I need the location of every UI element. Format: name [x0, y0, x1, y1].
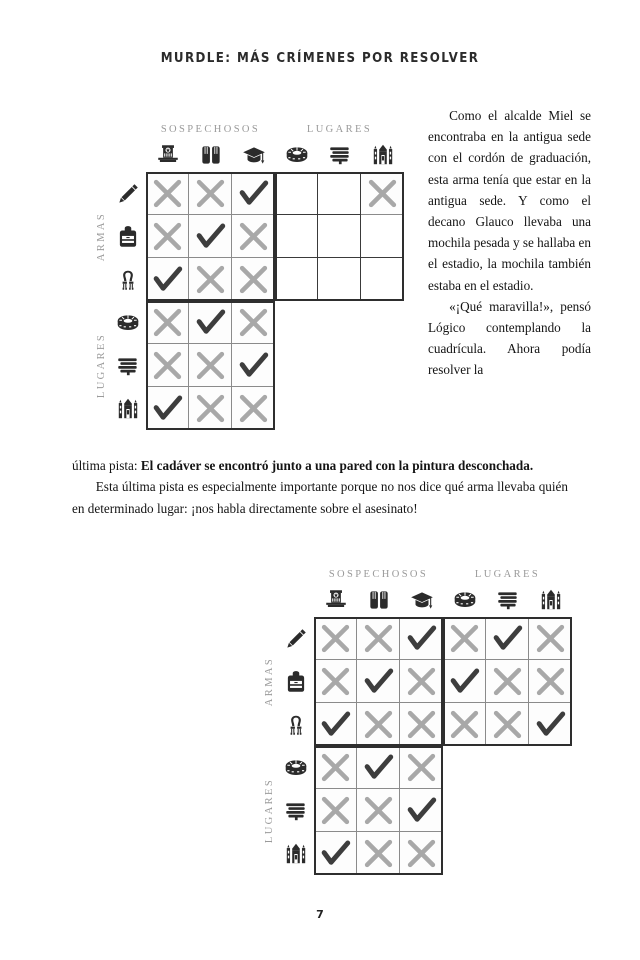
grid-cell[interactable] — [529, 617, 572, 660]
old-campus-icon — [115, 387, 141, 430]
grid-cell-empty-area — [318, 344, 361, 387]
grid-cell[interactable] — [486, 703, 529, 746]
logic-grid-bottom[interactable] — [256, 553, 572, 875]
grid-cell-empty-area — [361, 387, 404, 430]
grid-cell[interactable] — [318, 215, 361, 258]
grid-cell[interactable] — [443, 617, 486, 660]
grid-cell[interactable] — [400, 832, 443, 875]
stadium-icon — [283, 746, 309, 789]
page-number: 7 — [316, 908, 324, 921]
grid-cell[interactable] — [189, 301, 232, 344]
grid-cell[interactable] — [146, 215, 189, 258]
clue-lead-text: última pista: — [72, 458, 141, 473]
sidebar-narrative-text — [428, 105, 591, 381]
grid-cell[interactable] — [318, 258, 361, 301]
grid-cell[interactable] — [146, 258, 189, 301]
grid-cell-empty-area — [361, 344, 404, 387]
grid-cell-empty-area — [275, 344, 318, 387]
grid-cell-empty-area — [443, 832, 486, 875]
final-paragraph: Esta última pista es especialmente importante porque no nos dice qué arma llevaba quién en determinado lugar: ¡nos habla directamente sobre el asesinato! — [72, 479, 568, 516]
category-label-suspects-top: SOSPECHOSOS — [160, 124, 261, 135]
grid-cell[interactable] — [146, 387, 189, 430]
grid-cell[interactable] — [486, 617, 529, 660]
clue-bold-text: El cadáver se encontró junto a una pared con la pintura desconchada. — [140, 458, 534, 473]
grid-cell[interactable] — [232, 215, 275, 258]
grid-cell[interactable] — [314, 832, 357, 875]
grid-cell[interactable] — [189, 387, 232, 430]
grid-cell-empty-area — [318, 301, 361, 344]
category-label-weapons-side: ARMAS — [96, 211, 107, 262]
grid-cell-empty-area — [443, 746, 486, 789]
graduation-cap-icon — [232, 142, 275, 168]
top-hat-icon — [314, 587, 357, 613]
grid-cell[interactable] — [318, 172, 361, 215]
grid-cell[interactable] — [357, 789, 400, 832]
category-label-places-side: LUGARES — [264, 777, 275, 844]
mittens-icon — [189, 142, 232, 168]
grid-cells[interactable] — [146, 172, 404, 430]
backpack-icon — [115, 215, 141, 258]
category-label-suspects-top: SOSPECHOSOS — [328, 569, 429, 580]
mittens-icon — [357, 587, 400, 613]
grid-cell-empty-area — [529, 789, 572, 832]
grid-cell[interactable] — [443, 703, 486, 746]
grid-cell[interactable] — [400, 703, 443, 746]
category-label-places-top: LUGARES — [474, 569, 541, 580]
column-icon-header — [314, 587, 572, 613]
backpack-icon — [283, 660, 309, 703]
library-books-icon — [486, 587, 529, 613]
old-campus-icon — [361, 142, 404, 168]
category-label-places-top: LUGARES — [306, 124, 373, 135]
grid-cell[interactable] — [275, 258, 318, 301]
stadium-icon — [275, 142, 318, 168]
grid-cell[interactable] — [314, 617, 357, 660]
grid-cell[interactable] — [443, 660, 486, 703]
grid-cells[interactable] — [314, 617, 572, 875]
column-icon-header — [146, 142, 404, 168]
grid-cell[interactable] — [314, 660, 357, 703]
grid-cell[interactable] — [314, 789, 357, 832]
grid-cell[interactable] — [146, 301, 189, 344]
stadium-icon — [443, 587, 486, 613]
grid-cell[interactable] — [357, 617, 400, 660]
library-books-icon — [115, 344, 141, 387]
old-campus-icon — [283, 832, 309, 875]
row-icon-header — [283, 617, 309, 875]
grid-cell-empty-area — [486, 789, 529, 832]
grid-cell[interactable] — [357, 660, 400, 703]
grid-cell[interactable] — [189, 172, 232, 215]
narrative-paragraph-2: «¡Qué maravilla!», pensó Lógico contemplando la cuadrícula. Ahora podía resolver la — [428, 298, 591, 378]
grid-cell[interactable] — [232, 387, 275, 430]
grid-cell[interactable] — [232, 258, 275, 301]
grid-cell[interactable] — [529, 660, 572, 703]
grid-cell[interactable] — [146, 172, 189, 215]
narrative-paragraph-1: Como el alcalde Miel se encontraba en la antigua sede con el cordón de graduación, esta arma tenía que estar en la antigua sede. Y como el decano Glauco llevaba una mochila pesada y se hallaba en el estadio, la mochila también estaba en el estadio. — [428, 108, 591, 293]
grid-cell[interactable] — [275, 215, 318, 258]
pencil-icon — [115, 172, 141, 215]
grid-cell[interactable] — [314, 746, 357, 789]
grid-cell[interactable] — [486, 660, 529, 703]
grid-cell[interactable] — [361, 172, 404, 215]
top-hat-icon — [146, 142, 189, 168]
old-campus-icon — [529, 587, 572, 613]
clue-line — [72, 455, 568, 476]
library-books-icon — [283, 789, 309, 832]
grid-cell[interactable] — [146, 344, 189, 387]
grid-cell[interactable] — [232, 301, 275, 344]
grid-cell-empty-area — [443, 789, 486, 832]
grid-cell-empty-area — [529, 746, 572, 789]
body-text-block — [72, 455, 568, 519]
grid-cell[interactable] — [232, 344, 275, 387]
grid-cell[interactable] — [400, 746, 443, 789]
category-label-places-side: LUGARES — [96, 332, 107, 399]
grid-cell-empty-area — [486, 746, 529, 789]
grid-cell[interactable] — [189, 344, 232, 387]
grid-cell[interactable] — [400, 789, 443, 832]
graduation-cap-icon — [400, 587, 443, 613]
graduation-cord-icon — [115, 258, 141, 301]
grid-cell[interactable] — [357, 746, 400, 789]
grid-cell[interactable] — [361, 258, 404, 301]
grid-cell[interactable] — [400, 660, 443, 703]
grid-cell[interactable] — [275, 172, 318, 215]
logic-grid-top[interactable] — [88, 108, 404, 430]
grid-cell-empty-area — [318, 387, 361, 430]
grid-cell[interactable] — [400, 617, 443, 660]
grid-cell-empty-area — [275, 387, 318, 430]
graduation-cord-icon — [283, 703, 309, 746]
grid-cell-empty-area — [361, 301, 404, 344]
pencil-icon — [283, 617, 309, 660]
grid-cell-empty-area — [486, 832, 529, 875]
grid-cell[interactable] — [314, 703, 357, 746]
grid-cell[interactable] — [189, 258, 232, 301]
grid-cell[interactable] — [357, 703, 400, 746]
grid-cell-empty-area — [275, 301, 318, 344]
library-books-icon — [318, 142, 361, 168]
grid-cell[interactable] — [361, 215, 404, 258]
grid-cell-empty-area — [529, 832, 572, 875]
page-title: MURDLE: MÁS CRÍMENES POR RESOLVER — [160, 50, 480, 66]
grid-cell[interactable] — [357, 832, 400, 875]
grid-cell[interactable] — [529, 703, 572, 746]
category-label-weapons-side: ARMAS — [264, 656, 275, 707]
grid-cell[interactable] — [189, 215, 232, 258]
stadium-icon — [115, 301, 141, 344]
row-icon-header — [115, 172, 141, 430]
grid-cell[interactable] — [232, 172, 275, 215]
